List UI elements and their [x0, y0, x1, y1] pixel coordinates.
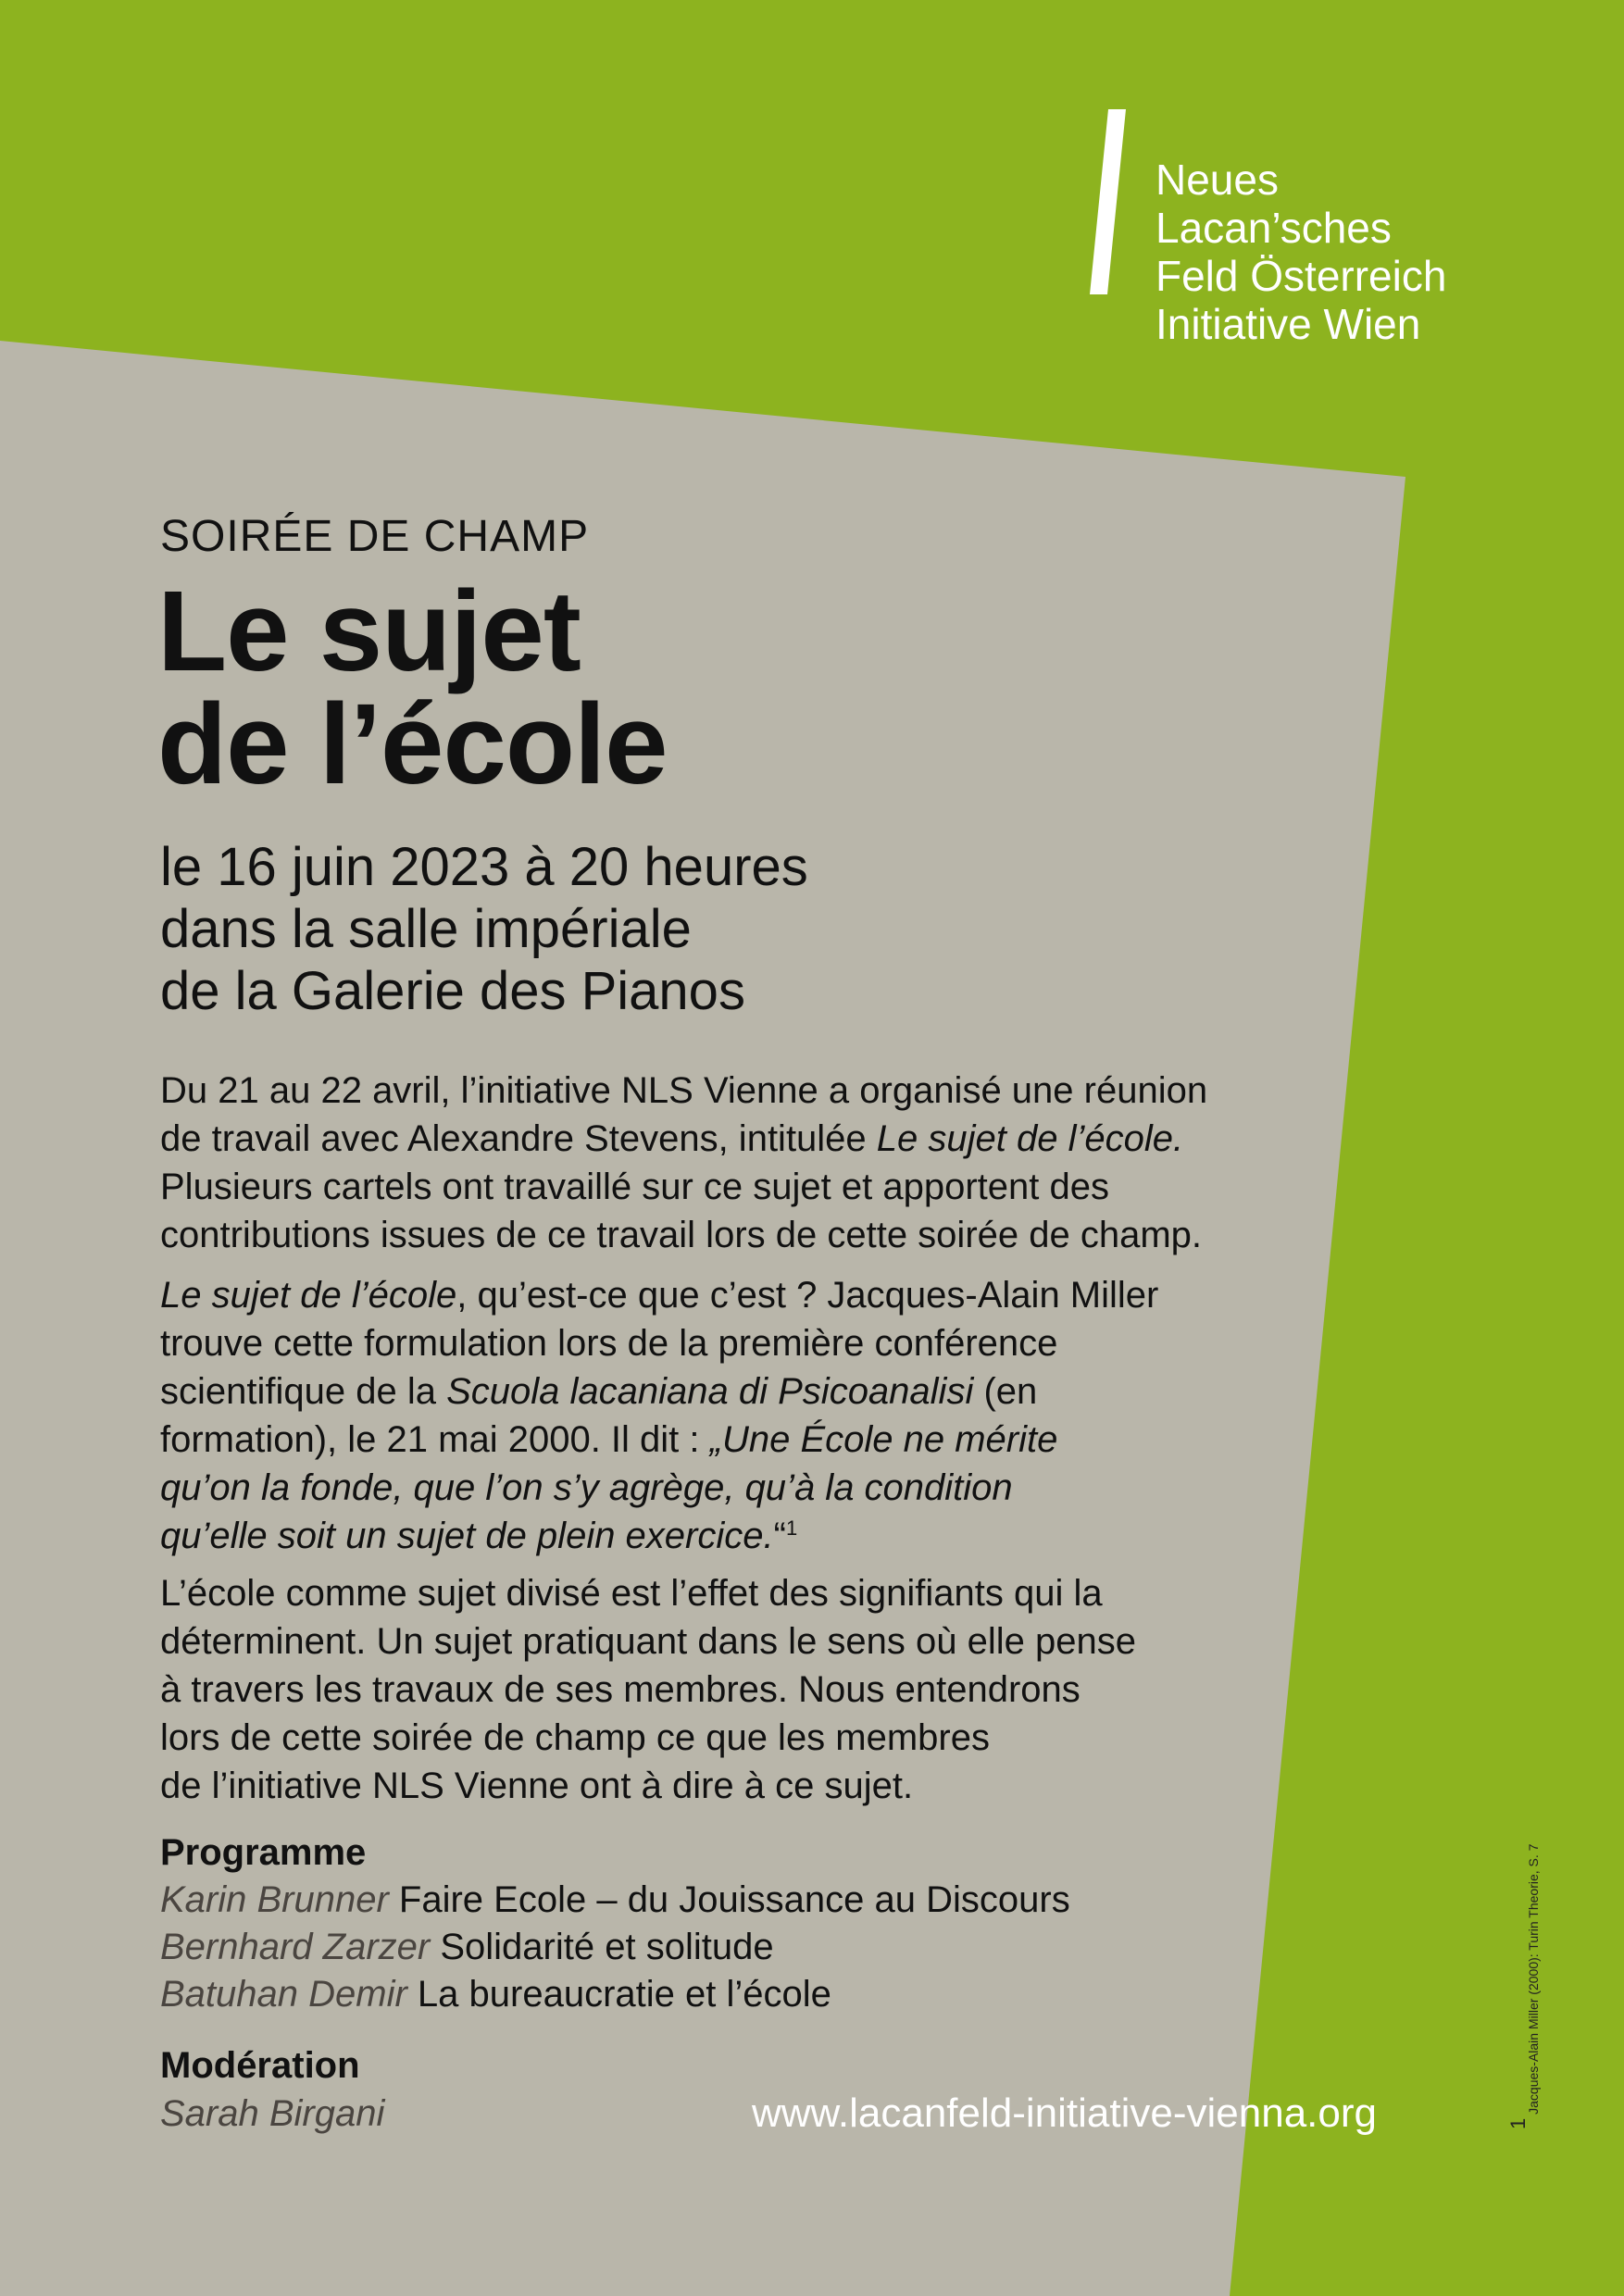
text-line: Plusieurs cartels ont travaillé sur ce sujet et apportent des — [160, 1167, 1109, 1207]
quote-close: “ — [773, 1516, 786, 1556]
speaker-name: Bernhard Zarzer — [160, 1927, 431, 1967]
paragraph-intro — [160, 1067, 1207, 1259]
text-line — [160, 1115, 1207, 1163]
programme-item — [160, 1971, 1070, 2018]
quote-text: qu’on la fonde, que l’on s’y agrège, qu’à la condition — [160, 1467, 1013, 1508]
logo-wordmark — [1156, 156, 1446, 348]
text-span: de travail avec Alexandre Stevens, intitulée — [160, 1118, 877, 1159]
speaker-name: Karin Brunner — [160, 1879, 389, 1920]
footnote — [1506, 1741, 1541, 2129]
programme-item — [160, 1877, 1070, 1924]
paragraph-description — [160, 1569, 1136, 1810]
programme-list — [160, 1877, 1070, 2018]
talk-title: Solidarité et solitude — [430, 1927, 774, 1967]
text-line: lors de cette soirée de champ ce que les membres — [160, 1717, 990, 1758]
text-span: (en — [973, 1371, 1038, 1412]
speaker-name: Batuhan Demir — [160, 1974, 407, 2015]
logo-line: Neues — [1156, 156, 1279, 204]
event-venue: dans la salle impériale — [160, 899, 692, 959]
paragraph-quote — [160, 1271, 1158, 1560]
page-title — [157, 568, 668, 808]
text-span: , qu’est-ce que c’est ? Jacques-Alain Miller — [456, 1275, 1159, 1316]
talk-title: Faire Ecole – du Jouissance au Discours — [388, 1879, 1070, 1920]
title-line: Le sujet — [157, 568, 581, 695]
italic-title: Scuola lacaniana di Psicoanalisi — [446, 1371, 974, 1412]
event-venue-line2: de la Galerie des Pianos — [160, 961, 745, 1021]
kicker-label: SOIRÉE DE CHAMP — [160, 512, 590, 561]
text-line — [160, 1512, 1158, 1560]
website-link[interactable]: www.lacanfeld-initiative-vienna.org — [752, 2090, 1377, 2136]
text-span: scientifique de la — [160, 1371, 447, 1412]
footnote-text: Jacques-Alain Miller (2000): Turin Theorie, S. 7 — [1526, 1843, 1541, 2115]
moderation-heading: Modération — [160, 2045, 360, 2086]
italic-title: Le sujet de l’école — [160, 1275, 457, 1316]
text-line: de l’initiative NLS Vienne ont à dire à ce sujet. — [160, 1766, 914, 1806]
title-line: de l’école — [157, 681, 668, 808]
footnote-marker: 1 — [785, 1516, 798, 1540]
text-line — [160, 1271, 1158, 1319]
logo-line: Lacan’sches — [1156, 204, 1392, 252]
text-line: à travers les travaux de ses membres. Nous entendrons — [160, 1669, 1081, 1710]
programme-heading: Programme — [160, 1832, 367, 1873]
footnote-number: 1 — [1506, 2117, 1530, 2129]
text-line — [160, 1416, 1158, 1464]
quote-text: qu’elle soit un sujet de plein exercice. — [160, 1516, 774, 1556]
logo-line: Initiative Wien — [1156, 300, 1421, 348]
text-line — [160, 1367, 1158, 1416]
logo-line: Feld Österreich — [1156, 252, 1447, 300]
quote-text: „Une École ne mérite — [709, 1419, 1058, 1460]
moderator-name: Sarah Birgani — [160, 2093, 385, 2134]
programme-item — [160, 1924, 1070, 1971]
text-line: trouve cette formulation lors de la première conférence — [160, 1323, 1058, 1364]
text-span: formation), le 21 mai 2000. Il dit : — [160, 1419, 710, 1460]
text-line: contributions issues de ce travail lors de cette soirée de champ. — [160, 1215, 1203, 1255]
text-line: L’école comme sujet divisé est l’effet des signifiants qui la — [160, 1573, 1103, 1614]
text-line: Du 21 au 22 avril, l’initiative NLS Vienne a organisé une réunion — [160, 1070, 1208, 1111]
talk-title: La bureaucratie et l’école — [406, 1974, 831, 2015]
italic-title: Le sujet de l’école. — [876, 1118, 1184, 1159]
text-line: déterminent. Un sujet pratiquant dans le sens où elle pense — [160, 1621, 1137, 1662]
event-date: le 16 juin 2023 à 20 heures — [160, 837, 808, 897]
text-line — [160, 1464, 1158, 1512]
event-details — [160, 836, 808, 1022]
